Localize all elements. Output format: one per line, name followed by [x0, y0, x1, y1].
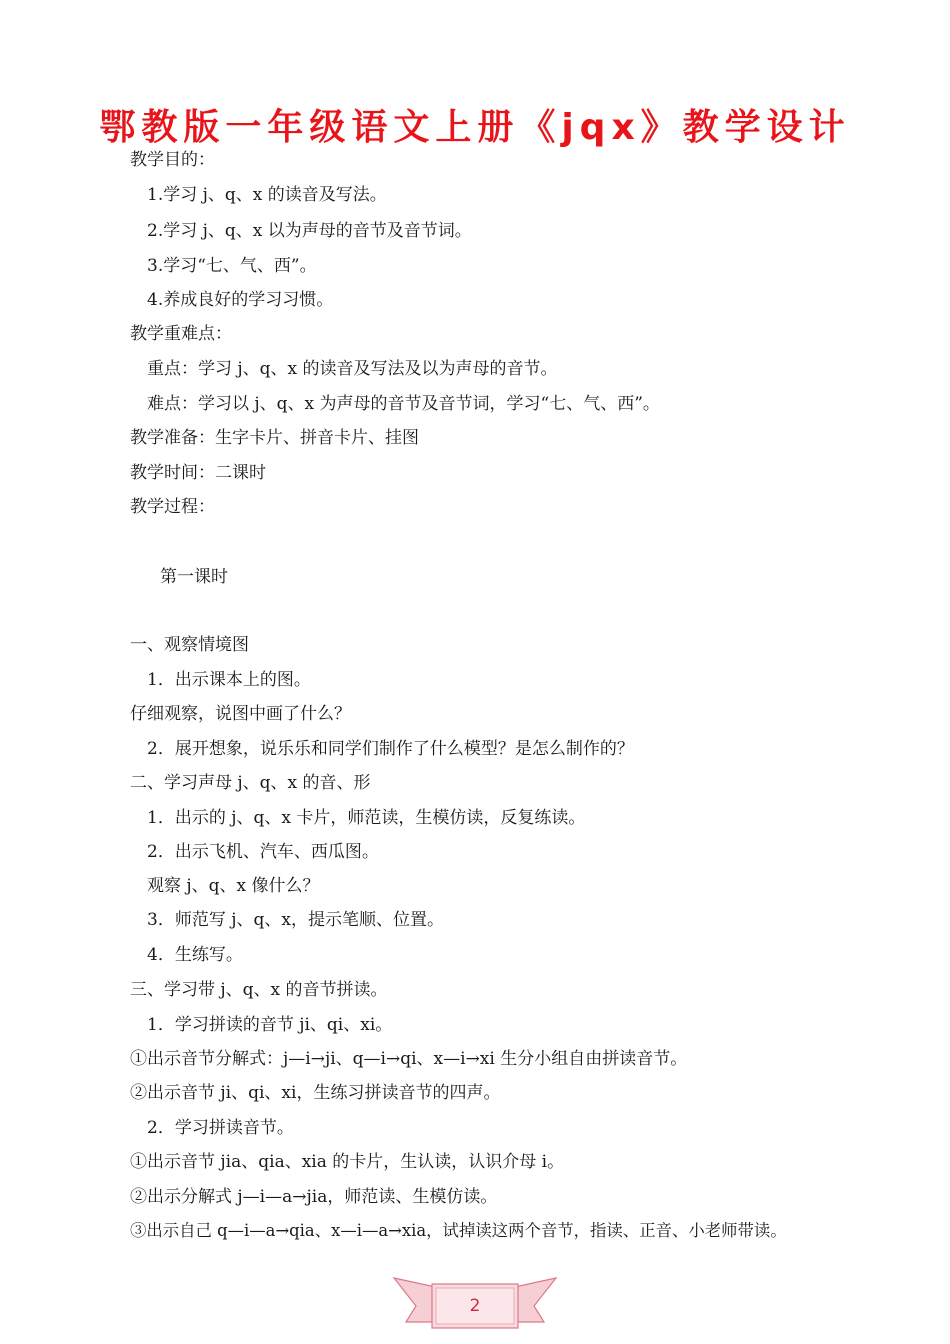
teaching-preparation: 教学准备：生字卡片、拼音卡片、挂图 [130, 428, 419, 448]
section-2-question: 观察 j、q、x 像什么？ [147, 876, 320, 896]
section-3-heading: 三、学习带 j、q、x 的音节拼读。 [130, 980, 388, 1000]
section-2-item-3: 3．师范写 j、q、x，提示笔顺、位置。 [147, 910, 444, 930]
section-3-item-1: 1．学习拼读的音节 ji、qi、xi。 [147, 1015, 393, 1035]
section-3-step-1: ①出示音节分解式：j—i→ji、q—i→qi、x—i→xi 生分小组自由拼读音节。 [130, 1049, 688, 1069]
page-number: 2 [469, 1296, 481, 1316]
section-1-question: 仔细观察，说图中画了什么？ [130, 704, 351, 724]
section-2-item-2: 2．出示飞机、汽车、西瓜图。 [147, 842, 379, 862]
teaching-time: 教学时间：二课时 [130, 463, 266, 483]
objective-1: 1.学习 j、q、x 的读音及写法。 [147, 185, 387, 205]
section-2-heading: 二、学习声母 j、q、x 的音、形 [130, 773, 371, 793]
objective-3: 3.学习“七、气、西”。 [147, 256, 317, 276]
section-3-step-2: ②出示音节 ji、qi、xi，生练习拼读音节的四声。 [130, 1083, 501, 1103]
section-3-item-2: 2．学习拼读音节。 [147, 1118, 294, 1138]
key-point: 重点：学习 j、q、x 的读音及写法及以为声母的音节。 [147, 359, 558, 379]
section-2-item-4: 4．生练写。 [147, 945, 243, 965]
heading-process: 教学过程： [130, 497, 215, 517]
section-3-step-5: ③出示自己 q—i—a→qia、x—i—a→xia，试掉读这两个音节，指读、正音、小老师带读。 [130, 1221, 787, 1240]
section-1-item-2: 2．展开想象，说乐乐和同学们制作了什么模型？是怎么制作的？ [147, 739, 634, 759]
objective-2: 2.学习 j、q、x 以为声母的音节及音节词。 [147, 221, 472, 241]
section-2-item-1: 1．出示的 j、q、x 卡片，师范读，生模仿读，反复练读。 [147, 808, 586, 828]
difficult-point: 难点：学习以 j、q、x 为声母的音节及音节词，学习“七、气、西”。 [147, 394, 660, 414]
section-1-item-1: 1．出示课本上的图。 [147, 670, 311, 690]
objective-4: 4.养成良好的学习习惯。 [147, 290, 334, 310]
lesson-one-heading: 第一课时 [160, 567, 228, 587]
heading-key-points: 教学重难点： [130, 324, 232, 344]
section-3-step-4: ②出示分解式 j—i—a→jia，师范读、生模仿读。 [130, 1187, 498, 1207]
document-title: 鄂教版一年级语文上册《jqx》教学设计 [99, 107, 851, 148]
section-3-step-3: ①出示音节 jia、qia、xia 的卡片，生认读，认识介母 i。 [130, 1152, 565, 1172]
heading-objectives: 教学目的： [130, 150, 215, 170]
section-1-heading: 一、观察情境图 [130, 635, 249, 655]
